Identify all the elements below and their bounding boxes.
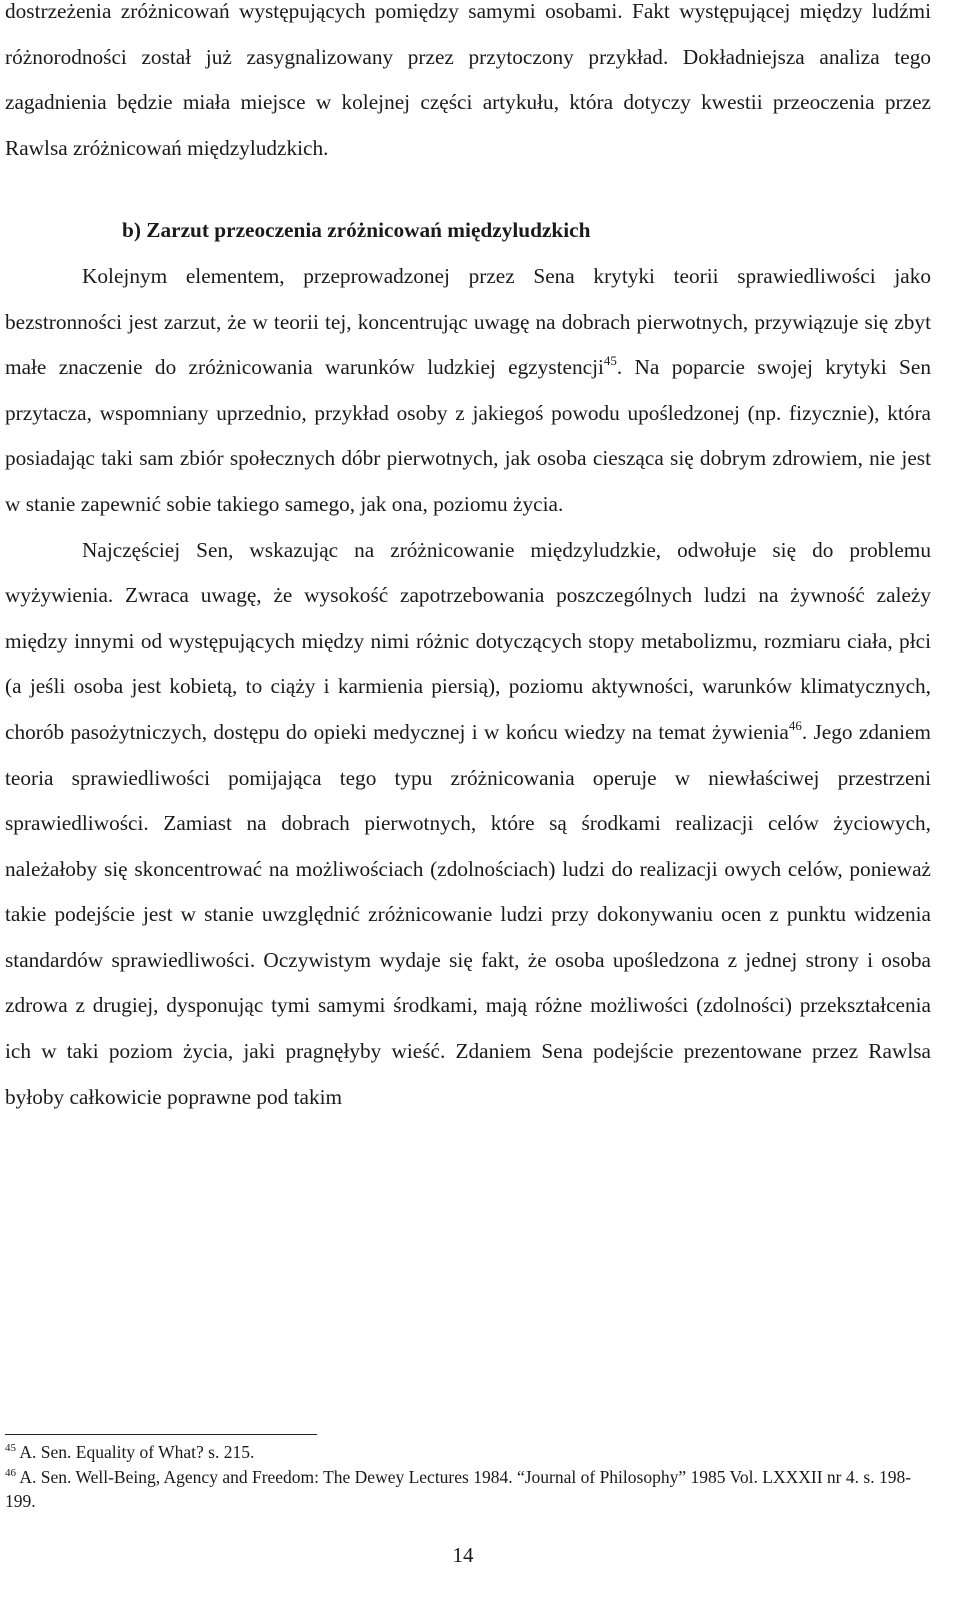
- footnote-reference[interactable]: 45: [603, 353, 617, 369]
- paragraph: [5, 528, 931, 1121]
- footnote: [5, 1465, 931, 1514]
- page-number: 14: [452, 1543, 474, 1567]
- paragraph-text: Kolejnym elementem, przeprowadzonej przez Sena krytyki teorii sprawiedliwości jako bezstronności jest zarzut, że w teorii tej, koncentrując uwagę na dobrach pierwotnych, przywiązuje się zbyt małe znaczenie do zróżnicowania warunków ludzkiej egzystencji: [5, 263, 931, 380]
- paragraph-continued: dostrzeżenia zróżnicowań występujących pomiędzy samymi osobami. Fakt występującej między ludźmi różnorodności został już zasygnalizowany przez przytoczony przykład. Dokładniejsza analiza tego zagadnienia będzie miała miejsce w kolejnej części artykułu, która dotyczy kwestii przeoczenia przez Rawlsa zróżnicowań międzyludzkich.: [5, 0, 931, 160]
- footnote-number: 45: [5, 1442, 16, 1454]
- footnote: [5, 1440, 931, 1465]
- paragraph-text: . Na poparcie swojej krytyki Sen przytacza, wspomniany uprzednio, przykład osoby z jakiegoś powodu upośledzonej (np. fizycznie), która posiadając taki sam zbiór społecznych dóbr pierwotnych, jak osoba ciesząca się dobrym zdrowiem, nie jest w stanie zapewnić sobie takiego samego, jak ona, poziomu życia.: [5, 355, 931, 516]
- footnote-text: A. Sen. Equality of What? s. 215.: [19, 1442, 255, 1462]
- footnote-text: A. Sen. Well-Being, Agency and Freedom: The Dewey Lectures 1984. “Journal of Philosophy” 1985 Vol. LXXXII nr 4. s. 198-199.: [5, 1466, 912, 1511]
- footnote-number: 46: [5, 1466, 16, 1479]
- footnote-reference[interactable]: 46: [788, 717, 802, 733]
- paragraph-text: Najczęściej Sen, wskazując na zróżnicowanie międzyludzkie, odwołuje się do problemu wyżywienia. Zwraca uwagę, że wysokość zapotrzebowania poszczególnych ludzi na żywność zależy między innymi od występujących między nimi różnic dotyczących stopy metabolizmu, rozmiaru ciała, płci (a jeśli osoba jest kobietą, to ciąży i karmienia piersią), poziomu aktywności, warunków klimatycznych, chorób pasożytniczych, dostępu do opieki medycznej i w końcu wiedzy na temat żywienia: [5, 537, 931, 744]
- paragraph: [5, 254, 931, 528]
- page-body: [5, 0, 931, 1120]
- paragraph-text: . Jego zdaniem teoria sprawiedliwości pomijająca tego typu zróżnicowania operuje w niewłaściwej przestrzeni sprawiedliwości. Zamiast na dobrach pierwotnych, które są środkami realizacji celów życiowych, należałoby się skoncentrować na możliwościach (zdolnościach) ludzi do realizacji owych celów, ponieważ takie podejście jest w stanie uwzględnić zróżnicowanie ludzi przy dokonywaniu ocen z punktu widzenia standardów sprawiedliwości. Oczywistym wydaje się fakt, że osoba upośledzona z jednej strony i osoba zdrowa z drugiej, dysponując tymi samymi środkami, mają różne możliwości (zdolności) przekształcenia ich w taki poziom życia, jaki pragnęłyby wieść. Zdaniem Sena podejście prezentowane przez Rawlsa byłoby całkowicie poprawne pod takim: [5, 719, 932, 1109]
- footnotes: [5, 1440, 931, 1514]
- section-heading: b) Zarzut przeoczenia zróżnicowań międzyludzkich: [122, 218, 591, 243]
- footnote-divider: [5, 1434, 317, 1435]
